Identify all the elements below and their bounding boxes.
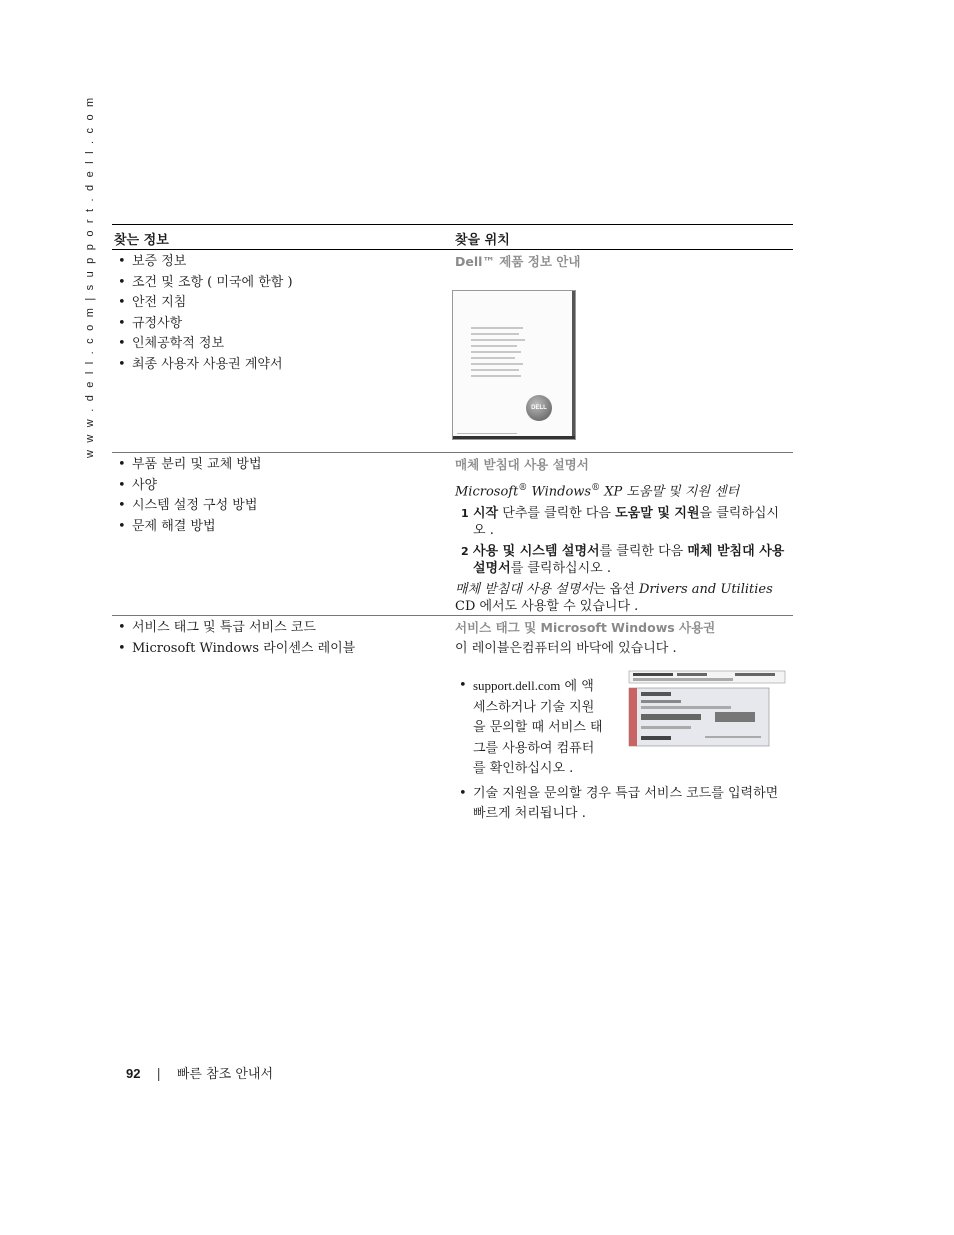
list-item: • Microsoft Windows 라이센스 레이블 (118, 639, 438, 660)
footer-separator: | (156, 1067, 161, 1082)
page-footer (126, 1063, 273, 1081)
help-steps (455, 505, 791, 577)
list-item: • 조건 및 조항 ( 미국에 한함 ) (118, 273, 438, 294)
list-item: • 인체공학적 정보 (118, 334, 438, 355)
list-item: • support.dell.com 에 액세스하거나 기술 지원을 문의할 때 서비스 태그를 사용하여 컴퓨터를 확인하십시오 . (459, 676, 603, 780)
product-guide-image (452, 290, 576, 440)
help-center-title: Microsoft® Windows® XP 도움말 및 지원 센터 (455, 483, 740, 500)
row3-right (455, 618, 791, 821)
list-item: • 서비스 태그 및 특급 서비스 코드 (118, 618, 438, 639)
list-item: • 보증 정보 (118, 252, 438, 273)
list-item: • 최종 사용자 사용권 계약서 (118, 355, 438, 376)
label-location-text: 이 레이블은컴퓨터의 바닥에 있습니다 . (455, 641, 677, 656)
row2-list (118, 455, 438, 537)
row1-list (118, 252, 438, 375)
table-row (112, 250, 793, 453)
table-row (112, 616, 793, 828)
list-item: • 시스템 설정 구성 방법 (118, 496, 438, 517)
section-title: Dell™ 제품 정보 안내 (455, 254, 581, 269)
page-number: 92 (126, 1066, 141, 1081)
list-item: • 기술 지원을 문의할 경우 특급 서비스 코드를 입력하면 빠르게 처리됩니다 . (459, 784, 789, 825)
row3-left (118, 618, 438, 659)
row1-left (118, 252, 438, 375)
row1-right (455, 252, 791, 272)
step-item: 1 시작 단추를 클릭한 다음 도움말 및 지원을 클릭하십시오 . (461, 506, 780, 539)
table-row (112, 453, 793, 616)
list-item: • 안전 지침 (118, 293, 438, 314)
row3-list (118, 618, 438, 659)
list-item: • 부품 분리 및 교체 방법 (118, 455, 438, 476)
list-item: • 사양 (118, 476, 438, 497)
section-title: 서비스 태그 및 Microsoft Windows 사용권 (455, 620, 716, 635)
row2-right (455, 455, 791, 615)
col1-header: 찾는 정보 (114, 233, 169, 248)
table-header (112, 224, 793, 250)
dell-logo-icon: DELL (526, 395, 552, 421)
col2-header: 찾을 위치 (455, 233, 510, 248)
info-table (112, 224, 793, 828)
note-text: 매체 받침대 사용 설명서는 옵션 Drivers and Utilities CD 에서도 사용할 수 있습니다 . (455, 582, 773, 615)
section-title: 매체 받침대 사용 설명서 (455, 457, 589, 472)
footer-title: 빠른 참조 안내서 (176, 1067, 274, 1082)
list-item: • 문제 해결 방법 (118, 517, 438, 538)
service-label-image (625, 670, 790, 752)
step-item: 2 사용 및 시스템 설명서를 클릭한 다음 매체 받침대 사용 설명서를 클릭하십시오 . (461, 544, 785, 577)
side-url: w w w . d e l l . c o m | s u p p o r t . d e l l . c o m (84, 95, 96, 458)
list-item: • 규정사항 (118, 314, 438, 335)
row2-left (118, 455, 438, 537)
